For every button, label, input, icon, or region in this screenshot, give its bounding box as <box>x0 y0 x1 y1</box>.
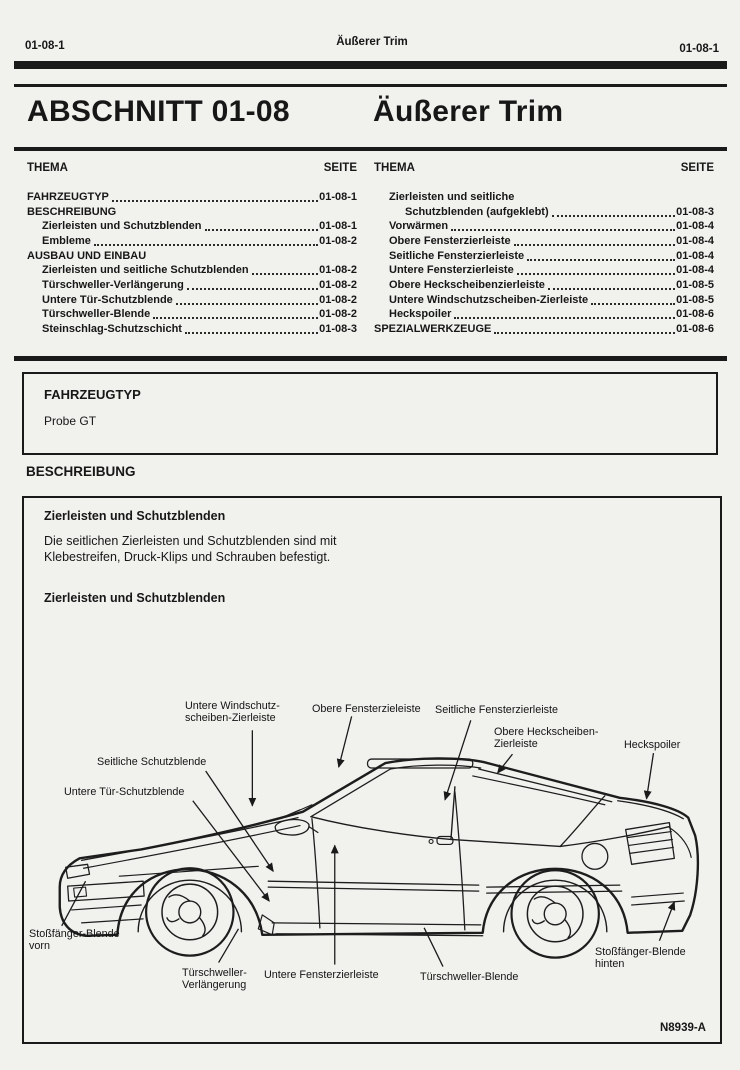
toc-list-right <box>374 190 714 337</box>
toc-leader-dots <box>552 215 675 217</box>
toc-entry-page: 01-08-1 <box>319 191 357 203</box>
toc-header-page: SEITE <box>680 162 714 174</box>
toc-leader-dots <box>517 273 675 275</box>
toc-leader-dots <box>252 273 318 275</box>
toc-entry-page: 01-08-2 <box>319 234 357 247</box>
label-seitliche-schutzblende: Seitliche Schutzblende <box>97 756 207 768</box>
toc-entry-page: 01-08-2 <box>319 278 357 291</box>
toc-entry-page: 01-08-3 <box>319 322 357 335</box>
label-tuerschweller-blende: Türschweller-Blende <box>420 971 519 983</box>
toc-entry-label: Embleme <box>42 234 91 247</box>
toc-entry-page: 01-08-4 <box>676 249 714 262</box>
toc-leader-dots <box>176 303 318 305</box>
toc-row <box>374 249 714 264</box>
toc-entry-label: Obere Heckscheibenzierleiste <box>389 278 545 291</box>
toc-list-left <box>27 190 357 337</box>
toc-row <box>27 322 357 337</box>
toc-row <box>374 307 714 322</box>
toc-row <box>27 263 357 278</box>
toc-row <box>27 293 357 308</box>
description-subheading: Zierleisten und Schutzblenden <box>44 509 226 523</box>
toc-entry-page: 01-08-5 <box>676 278 714 291</box>
toc-column-header <box>27 162 357 174</box>
description-box <box>22 496 722 1044</box>
toc-row <box>374 293 714 308</box>
toc-leader-dots <box>185 332 318 334</box>
toc-leader-dots <box>494 332 675 334</box>
toc-leader-dots <box>153 317 318 319</box>
front-wheel <box>146 868 233 955</box>
toc-entry-label: Untere Windschutzscheiben-Zierleiste <box>389 293 589 306</box>
label-obere-fensterzierleiste: Obere Fensterzieleiste <box>312 703 421 715</box>
toc-leader-dots <box>454 317 675 319</box>
toc-entry-page: 01-08-6 <box>676 308 714 321</box>
toc-entry-label: Seitliche Fensterzierleiste <box>389 249 525 262</box>
toc-entry-page: 01-08-4 <box>676 220 714 233</box>
label-stossfaenger-blende-vorn: Stoßfänger-Blende vorn <box>29 928 120 952</box>
toc-entry-label: SPEZIALWERKZEUGE <box>374 322 492 335</box>
toc-leader-dots <box>591 303 675 305</box>
toc-entry-label: BESCHREIBUNG <box>27 205 117 218</box>
toc-row <box>27 234 357 249</box>
toc-row <box>27 278 357 293</box>
toc-leader-dots <box>187 288 318 290</box>
toc-entry-page: 01-08-2 <box>319 264 357 277</box>
toc-column-header <box>374 162 714 174</box>
section-number: ABSCHNITT 01-08 <box>27 95 290 128</box>
toc-entry-label: Türschweller-Verlängerung <box>42 278 184 291</box>
toc-row <box>374 219 714 234</box>
label-untere-windschutzscheiben-zierleiste: Untere Windschutz- scheiben-Zierleiste <box>185 700 280 724</box>
running-title: Äußerer Trim <box>336 36 408 48</box>
toc-row <box>374 234 714 249</box>
toc-entry-page: 01-08-5 <box>676 293 714 306</box>
toc-row <box>374 322 714 337</box>
toc-leader-dots <box>514 244 675 246</box>
vehicle-type-box <box>22 372 718 455</box>
toc-entry-label: FAHRZEUGTYP <box>27 191 109 203</box>
leader-lines <box>62 716 675 966</box>
rule-thick-top <box>14 61 727 69</box>
toc-header-page: SEITE <box>323 162 357 174</box>
rule-under-title <box>14 147 727 151</box>
toc-row <box>374 278 714 293</box>
label-obere-heckscheiben-zierleiste: Obere Heckscheiben- Zierleiste <box>494 726 599 750</box>
section-name: Äußerer Trim <box>373 95 564 128</box>
rule-under-toc <box>14 356 727 361</box>
toc-entry-label: Untere Fensterzierleiste <box>389 264 514 277</box>
rule-thin <box>14 84 727 87</box>
toc-entry-label: Untere Tür-Schutzblende <box>42 293 173 306</box>
toc-entry-label: Obere Fensterzierleiste <box>389 234 511 247</box>
toc-entry-label: Zierleisten und seitliche <box>389 191 515 203</box>
toc-leader-dots <box>527 259 675 261</box>
toc-row <box>27 219 357 234</box>
label-tuerschweller-verlaengerung: Türschweller- Verlängerung <box>182 967 247 991</box>
toc-row <box>27 249 357 264</box>
toc-entry-label: Steinschlag-Schutzschicht <box>42 322 182 335</box>
toc-leader-dots <box>94 244 318 246</box>
toc-entry-label: Heckspoiler <box>389 308 452 321</box>
toc-header-topic: THEMA <box>374 162 415 174</box>
figure-heading: Zierleisten und Schutzblenden <box>44 591 226 605</box>
toc-row <box>374 263 714 278</box>
toc-entry-page: 01-08-2 <box>319 293 357 306</box>
toc-entry-label: Zierleisten und seitliche Schutzblenden <box>42 264 249 277</box>
toc-entry-label: AUSBAU UND EINBAU <box>27 249 147 262</box>
vehicle-type-value: Probe GT <box>44 414 97 428</box>
toc-entry-label: Türschweller-Blende <box>42 308 151 321</box>
figure-id: N8939-A <box>659 1022 706 1034</box>
toc-entry-page: 01-08-4 <box>676 234 714 247</box>
label-seitliche-fensterzierleiste: Seitliche Fensterzierleiste <box>435 704 559 716</box>
toc-row <box>27 307 357 322</box>
toc-entry-label: Vorwärmen <box>389 220 449 233</box>
table-of-contents <box>27 162 714 337</box>
toc-entry-page: 01-08-6 <box>676 322 714 335</box>
toc-leader-dots <box>205 229 319 231</box>
label-stossfaenger-blende-hinten: Stoßfänger-Blende hinten <box>595 946 686 970</box>
toc-leader-dots <box>548 288 675 290</box>
page-number-left: 01-08-1 <box>25 40 65 52</box>
vehicle-type-title: FAHRZEUGTYP <box>44 387 141 402</box>
toc-row <box>374 190 714 205</box>
description-body: Die seitlichen Zierleisten und Schutzblenden sind mit Klebestreifen, Druck-Klips und Schrauben befestigt. <box>44 534 337 564</box>
toc-entry-page: 01-08-1 <box>319 220 357 233</box>
toc-header-topic: THEMA <box>27 162 68 174</box>
section-title <box>27 95 717 129</box>
toc-entry-label: Zierleisten und Schutzblenden <box>42 220 202 233</box>
toc-entry-page: 01-08-3 <box>676 205 714 218</box>
toc-row <box>27 190 357 205</box>
label-untere-fensterzierleiste: Untere Fensterzierleiste <box>264 969 379 981</box>
label-heckspoiler: Heckspoiler <box>624 739 681 751</box>
toc-row <box>27 205 357 220</box>
label-untere-tuer-schutzblende: Untere Tür-Schutzblende <box>64 786 185 798</box>
toc-leader-dots <box>451 229 675 231</box>
toc-column-left <box>27 162 357 337</box>
toc-entry-page: 01-08-2 <box>319 308 357 321</box>
toc-entry-page: 01-08-4 <box>676 264 714 277</box>
toc-row <box>374 205 714 220</box>
toc-entry-label: Schutzblenden (aufgeklebt) <box>405 205 549 218</box>
toc-leader-dots <box>112 200 318 202</box>
toc-column-right <box>374 162 714 337</box>
description-heading: BESCHREIBUNG <box>26 464 136 479</box>
rear-wheel <box>511 870 598 957</box>
page-number-right: 01-08-1 <box>679 43 719 55</box>
